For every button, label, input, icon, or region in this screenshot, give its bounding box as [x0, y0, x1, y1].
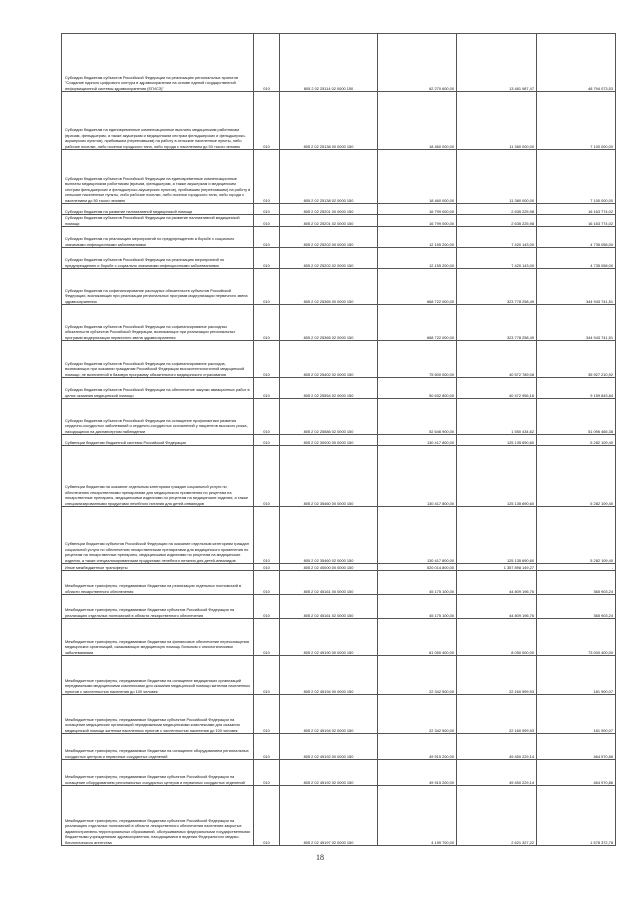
table-row: [62, 734, 616, 760]
executed-amount-cell: 8 050 000,00: [457, 619, 537, 656]
executed-amount-cell: 22 160 599,93: [457, 656, 537, 695]
admin-code-cell: 010: [254, 571, 280, 595]
budget-code-cell: 805 2 02 25201 00 0000 150: [280, 204, 378, 215]
table-row: [62, 564, 616, 571]
remaining-amount-cell: 5 282 109,40: [537, 446, 616, 507]
remaining-amount-cell: 7 100 000,00: [537, 92, 616, 150]
table-row: [62, 248, 616, 269]
planned-amount-cell: 130 417 800,00: [378, 507, 457, 564]
planned-amount-cell: 75 500 000,00: [378, 341, 457, 378]
admin-code-cell: 010: [254, 305, 280, 341]
admin-code-cell: 010: [254, 248, 280, 269]
executed-amount-cell: 11 360 000,00: [457, 150, 537, 204]
page-number: 18: [316, 853, 324, 862]
executed-amount-cell: 13 481 987,47: [457, 34, 537, 92]
planned-amount-cell: 18 460 000,00: [378, 92, 457, 150]
budget-table: [61, 33, 616, 846]
admin-code-cell: 010: [254, 34, 280, 92]
row-name-cell: Межбюджетные трансферты, передаваемые бюджетам субъектов Российской Федерации на реализацию отдельных полномочий в области лекарственного обеспечения населения закрытых административно-территориальных образований, обслуживаемых федеральными государственными бюджетными учреждениями здравоохранения, находящимися в ведении Федерального медико-биологического агентства: [62, 786, 254, 846]
admin-code-cell: 010: [254, 564, 280, 571]
row-name-cell: Субвенции бюджетам на оказание отдельным категориям граждан социальной услуги по обеспечению лекарственными препаратами для медицинского применения по рецептам на лекарственные препараты, медицинскими изделиями по рецептам на медицинские изделия, а также специализированными продуктами лечебного питания для детей-инвалидов: [62, 446, 254, 507]
planned-amount-cell: 130 417 800,00: [378, 446, 457, 507]
row-name-cell: Субсидии бюджетам на единовременные компенсационные выплаты медицинским работникам (врачам, фельдшерам, а также акушеркам и медицинским сестрам фельдшерских и фельдшерско-акушерских пунктов), прибывшим (переехавшим) на работу в сельские населенные пункты, либо рабочие поселки, либо поселки городского типа, либо города с населением до 50 тысяч человек: [62, 92, 254, 150]
executed-amount-cell: 49 450 229,14: [457, 760, 537, 786]
remaining-amount-cell: 181 900,07: [537, 695, 616, 734]
admin-code-cell: 010: [254, 760, 280, 786]
admin-code-cell: 010: [254, 269, 280, 305]
admin-code-cell: 010: [254, 734, 280, 760]
budget-code-cell: 805 2 02 35460 00 0000 150: [280, 446, 378, 507]
budget-code-cell: 805 2 02 25202 00 0000 150: [280, 227, 378, 248]
table-row: [62, 150, 616, 204]
row-name-cell: Субсидии бюджетам на реализацию мероприятий по предупреждению и борьбе с социально значимыми инфекционными заболеваниями: [62, 227, 254, 248]
budget-code-cell: 805 2 02 45194 00 0000 150: [280, 656, 378, 695]
budget-code-cell: 805 2 02 45192 00 0000 150: [280, 734, 378, 760]
remaining-amount-cell: 35 927 210,92: [537, 341, 616, 378]
budget-code-cell: 805 2 02 25138 02 0000 150: [280, 150, 378, 204]
row-name-cell: Субсидии бюджетам субъектов Российской Федерации на софинансирование расходов, возникающих при оказании гражданам Российской Федерации высокотехнологичной медицинской помощи, не включенной в базовую программу обязательного медицинского страхования: [62, 341, 254, 378]
executed-amount-cell: 2 635 225,98: [457, 204, 537, 215]
table-row: [62, 204, 616, 215]
row-name-cell: Субсидии бюджетам субъектов Российской Федерации на единовременные компенсационные выплаты медицинским работникам (врачам, фельдшерам, а также акушеркам и медицинским сестрам фельдшерских и фельдшерско-акушерских пунктов), прибывшим (переехавшим) на работу в сельские населенные пункты, либо рабочие поселки, либо поселки городского типа, либо города с населением до 50 тысяч человек: [62, 150, 254, 204]
remaining-amount-cell: 16 163 774,02: [537, 204, 616, 215]
executed-amount-cell: 1 357 898 149,27: [457, 564, 537, 571]
table-row: [62, 619, 616, 656]
row-name-cell: Межбюджетные трансферты, передаваемые бюджетам субъектов Российской Федерации на оснащение оборудованием региональных сосудистых центров и первичных сосудистых отделений: [62, 760, 254, 786]
row-name-cell: Межбюджетные трансферты, передаваемые бюджетам на реализацию отдельных полномочий в области лекарственного обеспечения: [62, 571, 254, 595]
admin-code-cell: 010: [254, 150, 280, 204]
planned-amount-cell: 12 155 200,00: [378, 248, 457, 269]
table-row: [62, 399, 616, 435]
executed-amount-cell: 2 621 327,22: [457, 786, 537, 846]
table-row: [62, 34, 616, 92]
remaining-amount-cell: 464 970,86: [537, 734, 616, 760]
executed-amount-cell: 44 809 196,76: [457, 595, 537, 619]
remaining-amount-cell: 51 096 465,38: [537, 399, 616, 435]
budget-code-cell: 805 2 02 45161 00 0000 150: [280, 571, 378, 595]
planned-amount-cell: 22 342 500,00: [378, 656, 457, 695]
row-name-cell: Субсидии бюджетам на софинансирование расходных обязательств субъектов Российской Федерации, возникающих при реализации региональных программ модернизации первичного звена здравоохранения: [62, 269, 254, 305]
executed-amount-cell: 49 450 229,14: [457, 734, 537, 760]
table-row: [62, 378, 616, 399]
planned-amount-cell: 45 175 100,00: [378, 571, 457, 595]
row-name-cell: Субвенции бюджетам субъектов Российской Федерации на оказание отдельным категориям граждан социальной услуги по обеспечению лекарственными препаратами для медицинского применения по рецептам на лекарственные препараты, медицинскими изделиями по рецептам на медицинские изделия, а также специализированными продуктами лечебного питания для детей-инвалидов: [62, 507, 254, 564]
remaining-amount-cell: -: [537, 564, 616, 571]
table-row: [62, 571, 616, 595]
planned-amount-cell: 49 915 200,00: [378, 760, 457, 786]
remaining-amount-cell: 365 903,24: [537, 595, 616, 619]
row-name-cell: Субвенции бюджетам бюджетной системы Российской Федерации: [62, 435, 254, 446]
planned-amount-cell: 50 632 800,00: [378, 378, 457, 399]
executed-amount-cell: 125 135 690,60: [457, 446, 537, 507]
table-row: [62, 695, 616, 734]
admin-code-cell: 010: [254, 378, 280, 399]
row-name-cell: Субсидии бюджетам субъектов Российской Федерации на реализацию региональных проектов "Создание единого цифрового контура в здравоохранении на основе единой государственной информационной системы здравоохранения (ЕГИСЗ)": [62, 34, 254, 92]
row-name-cell: Иные межбюджетные трансферты: [62, 564, 254, 571]
row-name-cell: Межбюджетные трансферты, передаваемые бюджетам на оснащение оборудованием региональных сосудистых центров и первичных сосудистых отделений: [62, 734, 254, 760]
table-row: [62, 507, 616, 564]
planned-amount-cell: 130 417 800,00: [378, 435, 457, 446]
admin-code-cell: 010: [254, 399, 280, 435]
remaining-amount-cell: 344 943 741,51: [537, 269, 616, 305]
table-row: [62, 215, 616, 227]
remaining-amount-cell: 365 903,24: [537, 571, 616, 595]
remaining-amount-cell: 4 735 058,00: [537, 248, 616, 269]
budget-code-cell: 805 2 02 30000 00 0000 150: [280, 435, 378, 446]
table-row: [62, 269, 616, 305]
planned-amount-cell: 4 199 700,00: [378, 786, 457, 846]
table-row: [62, 656, 616, 695]
table-row: [62, 227, 616, 248]
planned-amount-cell: 52 646 900,00: [378, 399, 457, 435]
budget-code-cell: 805 2 02 25554 02 0000 150: [280, 378, 378, 399]
admin-code-cell: 010: [254, 435, 280, 446]
executed-amount-cell: 125 135 690,60: [457, 507, 537, 564]
remaining-amount-cell: 5 282 109,40: [537, 435, 616, 446]
admin-code-cell: 010: [254, 695, 280, 734]
planned-amount-cell: 18 460 000,00: [378, 150, 457, 204]
executed-amount-cell: 2 635 225,98: [457, 215, 537, 227]
planned-amount-cell: 520 014 800,00: [378, 564, 457, 571]
admin-code-cell: 010: [254, 656, 280, 695]
row-name-cell: Субсидии бюджетам субъектов Российской Федерации на оснащение профилактики развития сердечно-сосудистых заболеваний и сердечно-сосудистых осложнений у пациентов высокого риска, находящихся на диспансерном наблюдении: [62, 399, 254, 435]
executed-amount-cell: 40 572 789,08: [457, 341, 537, 378]
planned-amount-cell: 668 722 000,00: [378, 269, 457, 305]
row-name-cell: Субсидии бюджетам субъектов Российской Федерации на обеспечение закупки авиационных работ в целях оказания медицинской помощи: [62, 378, 254, 399]
budget-code-cell: 805 2 02 45194 02 0000 150: [280, 695, 378, 734]
executed-amount-cell: 11 360 000,00: [457, 92, 537, 150]
remaining-amount-cell: 16 163 774,02: [537, 215, 616, 227]
report-sheet: [61, 33, 615, 846]
planned-amount-cell: 22 342 500,00: [378, 695, 457, 734]
remaining-amount-cell: 1 578 372,78: [537, 786, 616, 846]
table-row: [62, 760, 616, 786]
row-name-cell: Межбюджетные трансферты, передаваемые бюджетам субъектов Российской Федерации на реализацию отдельных полномочий в области лекарственного обеспечения: [62, 595, 254, 619]
budget-code-cell: 805 2 02 25138 00 0000 150: [280, 92, 378, 150]
admin-code-cell: 010: [254, 619, 280, 656]
row-name-cell: Субсидии бюджетам на развитие паллиативной медицинской помощи: [62, 204, 254, 215]
remaining-amount-cell: 48 794 073,53: [537, 34, 616, 92]
executed-amount-cell: 7 420 143,00: [457, 227, 537, 248]
executed-amount-cell: 40 472 956,16: [457, 378, 537, 399]
budget-code-cell: 805 2 02 45190 00 0000 150: [280, 619, 378, 656]
budget-code-cell: 805 2 02 25202 02 0000 150: [280, 248, 378, 269]
budget-code-cell: 805 2 02 25201 02 0000 150: [280, 215, 378, 227]
planned-amount-cell: 45 175 100,00: [378, 595, 457, 619]
remaining-amount-cell: 7 100 000,00: [537, 150, 616, 204]
planned-amount-cell: 16 799 000,00: [378, 215, 457, 227]
executed-amount-cell: 323 778 258,49: [457, 269, 537, 305]
remaining-amount-cell: 181 900,07: [537, 656, 616, 695]
planned-amount-cell: 16 799 000,00: [378, 204, 457, 215]
table-row: [62, 595, 616, 619]
remaining-amount-cell: 4 735 058,00: [537, 227, 616, 248]
budget-code-cell: 805 2 02 25365 00 0000 150: [280, 269, 378, 305]
admin-code-cell: 010: [254, 507, 280, 564]
budget-code-cell: 805 2 02 35460 02 0000 150: [280, 507, 378, 564]
admin-code-cell: 010: [254, 92, 280, 150]
row-name-cell: Межбюджетные трансферты, передаваемые бюджетам субъектов Российской Федерации на оснащение медицинских организаций передвижными медицинскими комплексами для оказания медицинской помощи жителям населенных пунктов с численностью населения до 100 человек: [62, 695, 254, 734]
executed-amount-cell: 44 809 196,76: [457, 571, 537, 595]
admin-code-cell: 010: [254, 227, 280, 248]
remaining-amount-cell: 344 943 741,51: [537, 305, 616, 341]
budget-code-cell: 805 2 02 45197 02 0000 150: [280, 786, 378, 846]
row-name-cell: Межбюджетные трансферты, передаваемые бюджетам на финансовое обеспечение переоснащения медицинских организаций, оказывающих медицинскую помощь больным с онкологическими заболеваниями: [62, 619, 254, 656]
planned-amount-cell: 49 915 200,00: [378, 734, 457, 760]
executed-amount-cell: 7 420 143,00: [457, 248, 537, 269]
table-row: [62, 786, 616, 846]
admin-code-cell: 010: [254, 215, 280, 227]
row-name-cell: Межбюджетные трансферты, передаваемые бюджетам на оснащение медицинских организаций передвижными медицинскими комплексами для оказания медицинской помощи жителям населенных пунктов с численностью населения до 100 человек: [62, 656, 254, 695]
table-row: [62, 446, 616, 507]
row-name-cell: Субсидии бюджетам субъектов Российской Федерации на реализацию мероприятий по предупреждению и борьбе с социально значимыми инфекционными заболеваниями: [62, 248, 254, 269]
admin-code-cell: 010: [254, 446, 280, 507]
executed-amount-cell: 22 160 599,93: [457, 695, 537, 734]
row-name-cell: Субсидии бюджетам субъектов Российской Федерации на развитие паллиативной медицинской помощи: [62, 215, 254, 227]
remaining-amount-cell: 464 970,86: [537, 760, 616, 786]
table-row: [62, 305, 616, 341]
planned-amount-cell: 668 722 000,00: [378, 305, 457, 341]
remaining-amount-cell: 9 159 843,84: [537, 378, 616, 399]
remaining-amount-cell: 5 282 109,40: [537, 507, 616, 564]
admin-code-cell: 010: [254, 341, 280, 378]
budget-code-cell: 805 2 02 25114 02 0000 150: [280, 34, 378, 92]
executed-amount-cell: 1 550 434,62: [457, 399, 537, 435]
budget-code-cell: 805 2 02 40000 00 0000 150: [280, 564, 378, 571]
executed-amount-cell: 125 135 690,60: [457, 435, 537, 446]
budget-code-cell: 805 2 02 25402 02 0000 150: [280, 341, 378, 378]
remaining-amount-cell: 73 000 400,00: [537, 619, 616, 656]
planned-amount-cell: 12 155 200,00: [378, 227, 457, 248]
table-row: [62, 435, 616, 446]
planned-amount-cell: 81 050 400,00: [378, 619, 457, 656]
table-row: [62, 341, 616, 378]
row-name-cell: Субсидии бюджетам субъектов Российской Федерации на софинансирование расходных обязательств субъектов Российской Федерации, возникающих при реализации региональных программ модернизации первичного звена здравоохранения: [62, 305, 254, 341]
executed-amount-cell: 323 778 258,49: [457, 305, 537, 341]
table-row: [62, 92, 616, 150]
admin-code-cell: 010: [254, 786, 280, 846]
budget-code-cell: 805 2 02 25586 02 0000 150: [280, 399, 378, 435]
budget-code-cell: 805 2 02 45161 02 0000 150: [280, 595, 378, 619]
budget-code-cell: 805 2 02 45192 02 0000 150: [280, 760, 378, 786]
planned-amount-cell: 62 270 600,00: [378, 34, 457, 92]
budget-code-cell: 805 2 02 25365 02 0000 150: [280, 305, 378, 341]
admin-code-cell: 010: [254, 204, 280, 215]
admin-code-cell: 010: [254, 595, 280, 619]
